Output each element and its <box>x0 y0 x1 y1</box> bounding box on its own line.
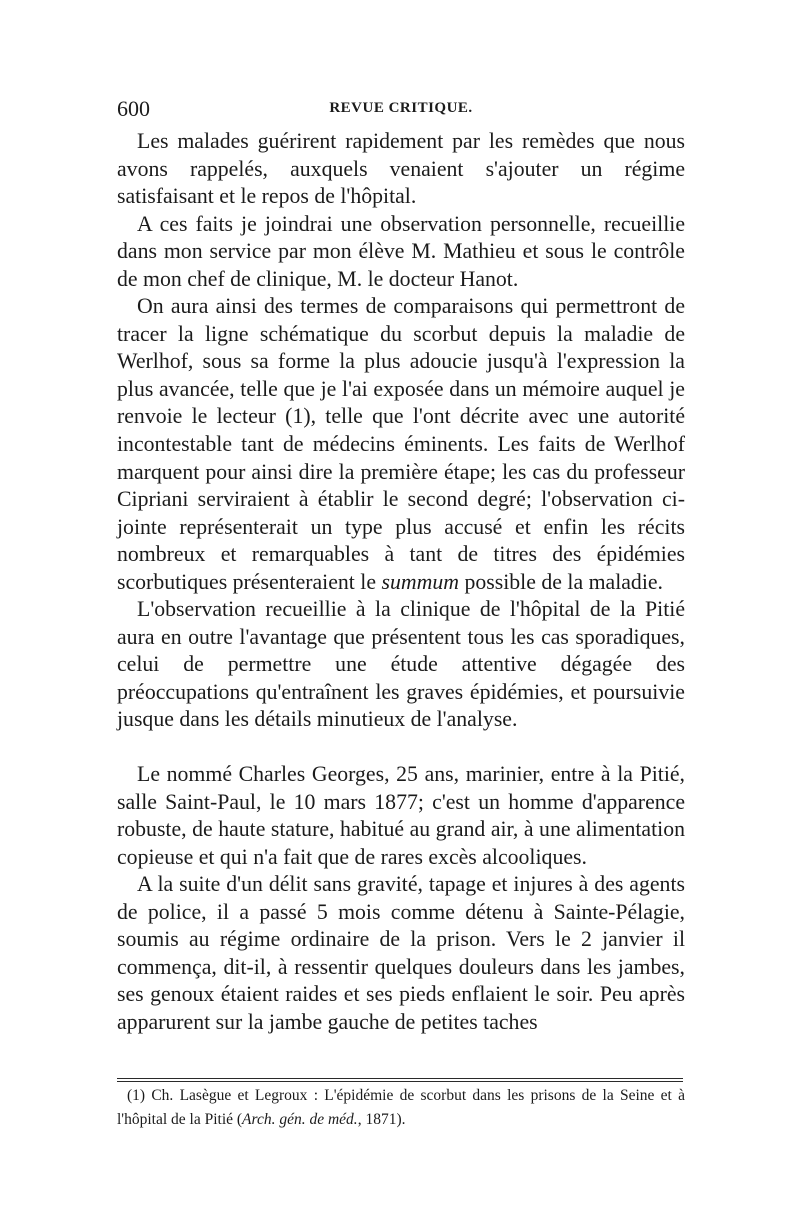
paragraph: A la suite d'un délit sans gravité, tapage et injures à des agents de police, il a passé 5 mois comme détenu à Sainte-Pélagie, soumis au régime ordinaire de la prison. Vers le 2 janvier il commença, dit-il, à ressentir quelques douleurs dans les jambes, ses genoux étaient raides et ses pieds enflaient le soir. Peu après apparurent sur la jambe gauche de petites taches <box>117 872 685 1034</box>
paragraph: A ces faits je joindrai une observation personnelle, recueillie dans mon service par mon élève M. Mathieu et sous le contrôle de mon chef de clinique, M. le docteur Hanot. <box>117 211 685 291</box>
footnote-rule <box>117 1078 683 1079</box>
paragraph: L'observation recueillie à la clinique de l'hôpital de la Pitié aura en outre l'avantage que présentent tous les cas sporadiques, celui de permettre une étude attentive dégagée des préoccupations qu'entraînent les graves épidémies, et poursuivie jusque dans les détails minutieux de l'analyse. <box>117 597 685 732</box>
paragraph-text: On aura ainsi des termes de comparaisons qui permettront de tracer la ligne schématique du scorbut depuis la maladie de Werlhof, sous sa forme la plus adoucie jusqu'à l'expression la plus avancée, telle que je l'ai exposée dans un mémoire auquel je renvoie le lecteur (1), telle que l'ont décrite avec une autorité incontestable tant de médecins éminents. Les faits de Werlhof marquent pour ainsi dire la première étape; les cas du professeur Cipriani serviraient à établir le second degré; l'observation ci-jointe représenterait un type plus accusé et enfin les récits nombreux et remarquables à tant de titres des épidémies scorbutiques présenteraient le <box>117 294 685 594</box>
paragraph: Le nommé Charles Georges, 25 ans, marinier, entre à la Pitié, salle Saint-Paul, le 10 mars 1877; c'est un homme d'apparence robuste, de haute stature, habitué au grand air, à une alimentation copieuse et qui n'a fait que de rares excès alcooliques. <box>117 762 685 869</box>
footnote <box>117 1084 685 1132</box>
paragraph-text: possible de la maladie. <box>464 569 664 594</box>
footnote-text: , 1871). <box>357 1111 406 1128</box>
paragraph: Les malades guérirent rapidement par les remèdes que nous avons rappelés, auxquels venaient s'ajouter un régime satisfaisant et le repos de l'hôpital. <box>117 129 685 209</box>
running-title: REVUE CRITIQUE. <box>329 100 473 116</box>
body-text <box>117 128 685 1037</box>
paragraph <box>117 293 685 596</box>
footnote-text: (1) Ch. Lasègue et Legroux : L'épidémie de scorbut dans les prisons de la Seine et à l'hôpital de la Pitié ( <box>117 1087 685 1128</box>
footnote-journal: Arch. gén. de méd. <box>242 1111 358 1128</box>
emphasis-summum: summum <box>381 569 460 594</box>
page-header <box>117 96 685 122</box>
page-number: 600 <box>117 96 150 121</box>
footnote-rule <box>117 1081 683 1082</box>
